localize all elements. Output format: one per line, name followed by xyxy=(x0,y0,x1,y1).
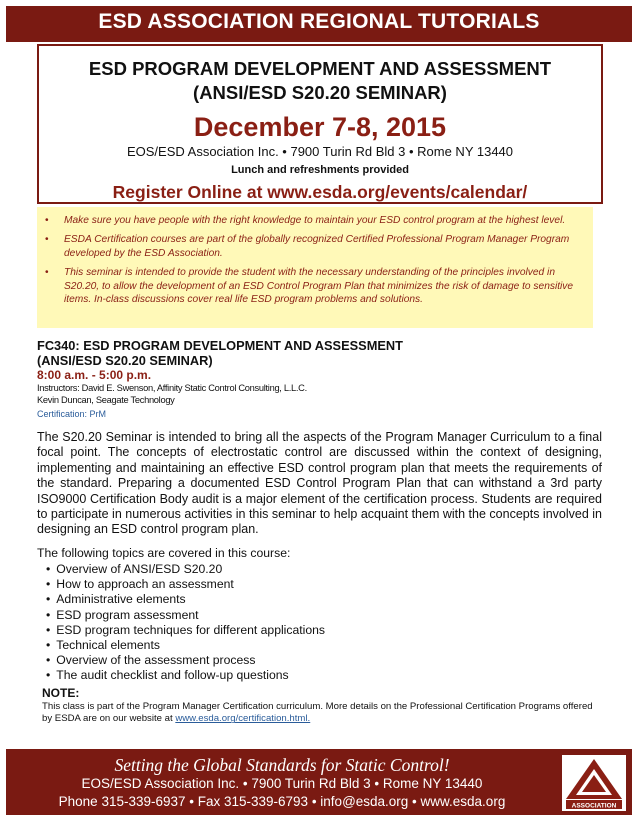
topic-item: • Administrative elements xyxy=(46,592,325,607)
note-text: This class is part of the Program Manager Certification curriculum. More details on the Professional Certification Programs offered by ESDA are on our website at www.esda.org/certification.html. xyxy=(42,701,593,725)
certification-link[interactable]: www.esda.org/certification.html. xyxy=(175,713,311,725)
header-title: ESD ASSOCIATION REGIONAL TUTORIALS xyxy=(98,10,540,33)
register-link[interactable]: Register Online at www.esda.org/events/calendar/ xyxy=(112,182,528,202)
topic-item: • Overview of ANSI/ESD S20.20 xyxy=(46,562,325,577)
bullet-icon: • xyxy=(45,215,49,226)
event-address: EOS/ESD Association Inc. • 7900 Turin Rd Bld 3 • Rome NY 13440 xyxy=(126,144,514,159)
lunch-note: Lunch and refreshments provided xyxy=(231,164,409,176)
instructors: Instructors: David E. Swenson, Affinity Static Control Consulting, L.L.C. Kevin Duncan, Seagate Technology xyxy=(37,383,307,405)
esda-logo-icon xyxy=(562,755,626,811)
topic-item: • ESD program assessment xyxy=(46,608,325,623)
footer-slogan: Setting the Global Standards for Static Control! xyxy=(114,755,450,775)
topics-intro: The following topics are covered in this course: xyxy=(37,546,291,560)
topic-item: • Technical elements xyxy=(46,638,325,653)
event-date: December 7-8, 2015 xyxy=(193,112,447,142)
topics-list xyxy=(46,562,325,684)
topic-item: • Overview of the assessment process xyxy=(46,653,325,668)
highlight-item: • ESDA Certification courses are part of the globally recognized Certified Professional Program Manager Program developed by the ESD Association. xyxy=(45,234,570,259)
bullet-icon: • xyxy=(45,267,49,279)
course-description: The S20.20 Seminar is intended to bring all the aspects of the Program Manager Curriculum to a final focal point. The concepts of electrostatic control are discussed within the context of designing, implementing and maintaining an effective ESD control program plan that meets the requirements of the standard. Preparing a documented ESD Control Program Plan that can withstand a 3rd party ISO9000 Certification Body audit is a major element of the certification process. Students are required to participate in numerous activities in this seminar to help acquaint them with the concepts involved in designing an ESD control program plan. xyxy=(37,430,602,537)
highlight-item: • This seminar is intended to provide the student with the necessary understanding of the principles involved in S20.20, to allow the development of an ESD Control Program Plan that minimizes the risk of damage to sensitive items. In-class discussions cover real life ESD program problems and solutions. xyxy=(45,267,574,306)
footer-banner xyxy=(6,749,632,815)
event-title-line2: (ANSI/ESD S20.20 SEMINAR) xyxy=(193,82,447,103)
highlights-panel xyxy=(37,207,593,328)
topic-item: • ESD program techniques for different applications xyxy=(46,623,325,638)
highlight-item: • Make sure you have people with the right knowledge to maintain your ESD control program at the highest level. xyxy=(45,215,566,226)
footer-address: EOS/ESD Association Inc. • 7900 Turin Rd Bld 3 • Rome NY 13440 xyxy=(81,776,483,791)
course-title: FC340: ESD PROGRAM DEVELOPMENT AND ASSESSMENT (ANSI/ESD S20.20 SEMINAR) xyxy=(37,338,403,368)
topic-item: • How to approach an assessment xyxy=(46,577,325,592)
course-time: 8:00 a.m. - 5:00 p.m. xyxy=(37,368,152,382)
certification-label: Certification: PrM xyxy=(37,409,107,419)
note-heading: NOTE: xyxy=(42,686,80,700)
topic-item: • The audit checklist and follow-up questions xyxy=(46,668,325,683)
header-banner xyxy=(6,6,632,42)
event-title-line1: ESD PROGRAM DEVELOPMENT AND ASSESSMENT xyxy=(88,58,552,79)
footer-contact: Phone 315-339-6937 • Fax 315-339-6793 • info@esda.org • www.esda.org xyxy=(58,794,506,809)
bullet-icon: • xyxy=(45,234,49,246)
event-box xyxy=(37,44,603,204)
svg-text:ASSOCIATION: ASSOCIATION xyxy=(571,802,617,810)
